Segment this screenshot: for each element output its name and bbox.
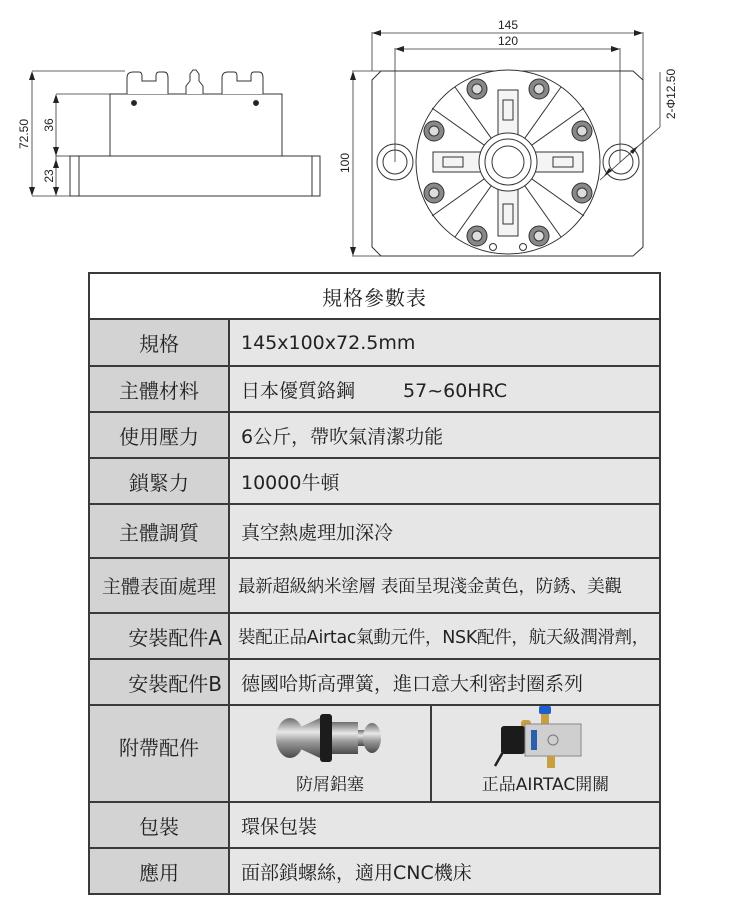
pull-stud-photo: [230, 706, 430, 770]
row-value: 10000牛頓: [229, 458, 660, 504]
row-label: 安裝配件B: [89, 659, 229, 705]
row-value: [229, 366, 660, 412]
table-row: [89, 412, 660, 458]
top-view: [350, 30, 660, 256]
row-label: 主體表面處理: [89, 558, 229, 613]
accessory-cell: [431, 705, 660, 802]
table-row: [89, 504, 660, 558]
row-value: 環保包裝: [229, 802, 660, 848]
table-row: [89, 802, 660, 848]
row-label: 包裝: [89, 802, 229, 848]
dim-total-height: 72.50: [17, 118, 31, 150]
side-view: [29, 70, 320, 196]
table-row: [89, 558, 660, 613]
row-label: 主體材料: [89, 366, 229, 412]
dim-height: 100: [338, 152, 352, 174]
row-value: 真空熱處理加深冷: [229, 504, 660, 558]
dim-hole-callout: 2-Φ12.50: [664, 68, 678, 120]
table-row: [89, 366, 660, 412]
row-label: 主體調質: [89, 504, 229, 558]
material-text: 日本優質鉻鋼: [241, 379, 356, 402]
row-value: 裝配正品Airtac氣動元件，NSK配件，航天級潤滑劑，: [229, 613, 660, 659]
row-label: 鎖緊力: [89, 458, 229, 504]
hardness-text: 57~60HRC: [403, 379, 508, 402]
technical-drawing: [0, 0, 750, 265]
table-row-accessories: [89, 705, 660, 802]
dim-width-holes: 120: [497, 34, 519, 48]
row-label: 附帶配件: [89, 705, 229, 802]
dim-base-height: 23: [42, 169, 56, 183]
dim-width-outer: 145: [497, 18, 519, 32]
table-row: [89, 848, 660, 894]
table-row: [89, 613, 660, 659]
row-label: 安裝配件A: [89, 613, 229, 659]
airtac-valve-photo: [432, 706, 659, 770]
row-label: 應用: [89, 848, 229, 894]
row-label: 規格: [89, 319, 229, 366]
row-value: 6公斤，帶吹氣清潔功能: [229, 412, 660, 458]
row-value: 德國哈斯高彈簧，進口意大利密封圈系列: [229, 659, 660, 705]
table-title: 規格參數表: [89, 273, 660, 319]
row-label: 使用壓力: [89, 412, 229, 458]
row-value: 145x100x72.5mm: [229, 319, 660, 366]
accessory-caption: 正品AIRTAC開關: [481, 775, 610, 795]
table-row: [89, 458, 660, 504]
row-value: 面部鎖螺絲，適用CNC機床: [229, 848, 660, 894]
dim-body-height: 36: [42, 118, 56, 132]
accessory-cell: [229, 705, 431, 802]
table-header-row: [89, 273, 660, 319]
row-value: 最新超級納米塗層 表面呈現淺金黃色，防銹、美觀: [229, 558, 660, 613]
table-row: [89, 659, 660, 705]
table-row: [89, 319, 660, 366]
accessory-caption: 防屑鋁塞: [296, 775, 364, 795]
spec-table: [88, 272, 661, 895]
